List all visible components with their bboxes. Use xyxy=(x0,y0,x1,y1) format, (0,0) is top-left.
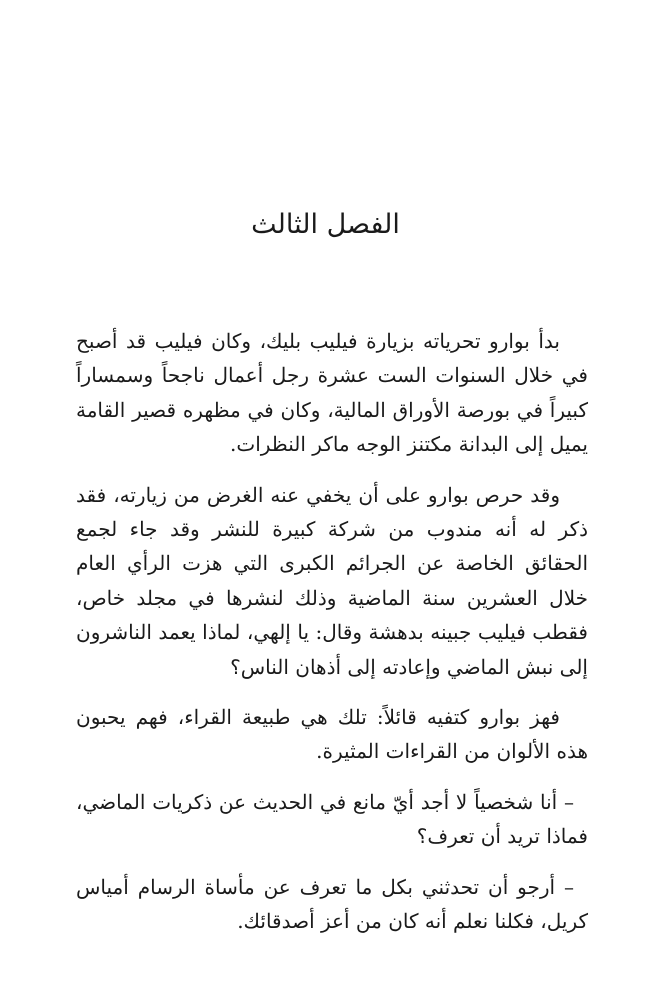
chapter-body xyxy=(76,324,588,955)
paragraph-3: فهز بوارو كتفيه قائلاً: تلك هي طبيعة القراء، فهم يحبون هذه الألوان من القراءات المثيرة. xyxy=(76,705,588,764)
paragraph-1: بدأ بوارو تحرياته بزيارة فيليب بليك، وكان فيليب قد أصبح في خلال السنوات الست عشرة رجل أعمال ناجحاً وسمساراً كبيراً في بورصة الأوراق المالية، وكان في مظهره قصير القامة يميل إلى البدانة مكتنز الوجه ماكر النظرات. xyxy=(76,329,588,457)
dialog-line-2: – أرجو أن تحدثني بكل ما تعرف عن مأساة الرسام أمياس كريل، فكلنا نعلم أنه كان من أعز أصدقائك. xyxy=(76,874,588,934)
chapter-title: الفصل الثالث xyxy=(251,209,400,240)
dialog-line-1: – أنا شخصياً لا أجد أيّ مانع في الحديث عن ذكريات الماضي، فماذا تريد أن تعرف؟ xyxy=(76,789,588,849)
paragraph-2: وقد حرص بوارو على أن يخفي عنه الغرض من زيارته، فقد ذكر له أنه مندوب من شركة كبيرة للنشر وقد جاء لجمع الحقائق الخاصة عن الجرائم الكبرى التي هزت الرأي العام خلال العشرين سنة الماضية وذلك لنشرها في مجلد خاص، فقطب فيليب جبينه بدهشة وقال: يا إلهي، لماذا يعمد الناشرون إلى نبش الماضي وإعادته إلى أذهان الناس؟ xyxy=(76,482,588,679)
